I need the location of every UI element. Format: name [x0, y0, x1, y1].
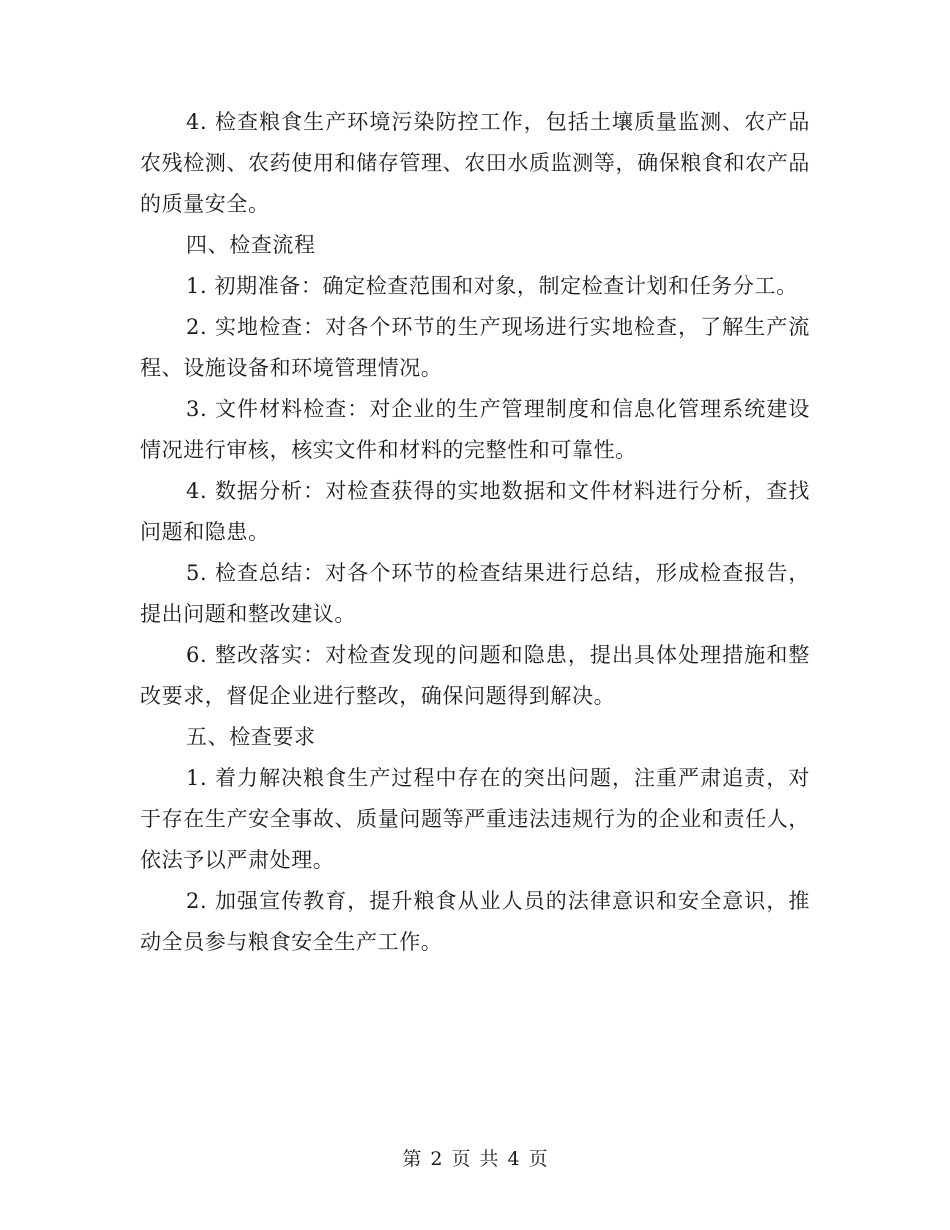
- section-heading-inspection-process: 四、检查流程: [186, 233, 316, 257]
- page-number-footer: 第 2 页 共 4 页: [402, 1148, 548, 1170]
- paragraph-step-summary: 5. 检查总结：对各个环节的检查结果进行总结，形成检查报告，提出问题和整改建议。: [140, 561, 810, 626]
- paragraph-requirement-education: 2. 加强宣传教育，提升粮食从业人员的法律意识和安全意识，推动全员参与粮食安全生产工作。: [140, 889, 810, 954]
- paragraph-step-document-review: 3. 文件材料检查：对企业的生产管理制度和信息化管理系统建设情况进行审核，核实文件和材料的完整性和可靠性。: [140, 397, 810, 462]
- paragraph-step-preparation: 1. 初期准备：确定检查范围和对象，制定检查计划和任务分工。: [186, 274, 798, 298]
- paragraph-step-onsite-inspection: 2. 实地检查：对各个环节的生产现场进行实地检查，了解生产流程、设施设备和环境管理情况。: [140, 315, 810, 380]
- section-heading-inspection-requirements: 五、检查要求: [186, 725, 316, 749]
- paragraph-step-data-analysis: 4. 数据分析：对检查获得的实地数据和文件材料进行分析，查找问题和隐患。: [140, 479, 810, 544]
- document-body: [140, 102, 810, 963]
- paragraph-step-rectification: 6. 整改落实：对检查发现的问题和隐患，提出具体处理措施和整改要求，督促企业进行整改，确保问题得到解决。: [140, 643, 810, 708]
- paragraph-requirement-accountability: 1. 着力解决粮食生产过程中存在的突出问题，注重严肃追责，对于存在生产安全事故、质量问题等严重违法违规行为的企业和责任人，依法予以严肃处理。: [140, 766, 810, 872]
- paragraph-item-4-pollution-control: 4. 检查粮食生产环境污染防控工作，包括土壤质量监测、农产品农残检测、农药使用和储存管理、农田水质监测等，确保粮食和农产品的质量安全。: [140, 110, 810, 216]
